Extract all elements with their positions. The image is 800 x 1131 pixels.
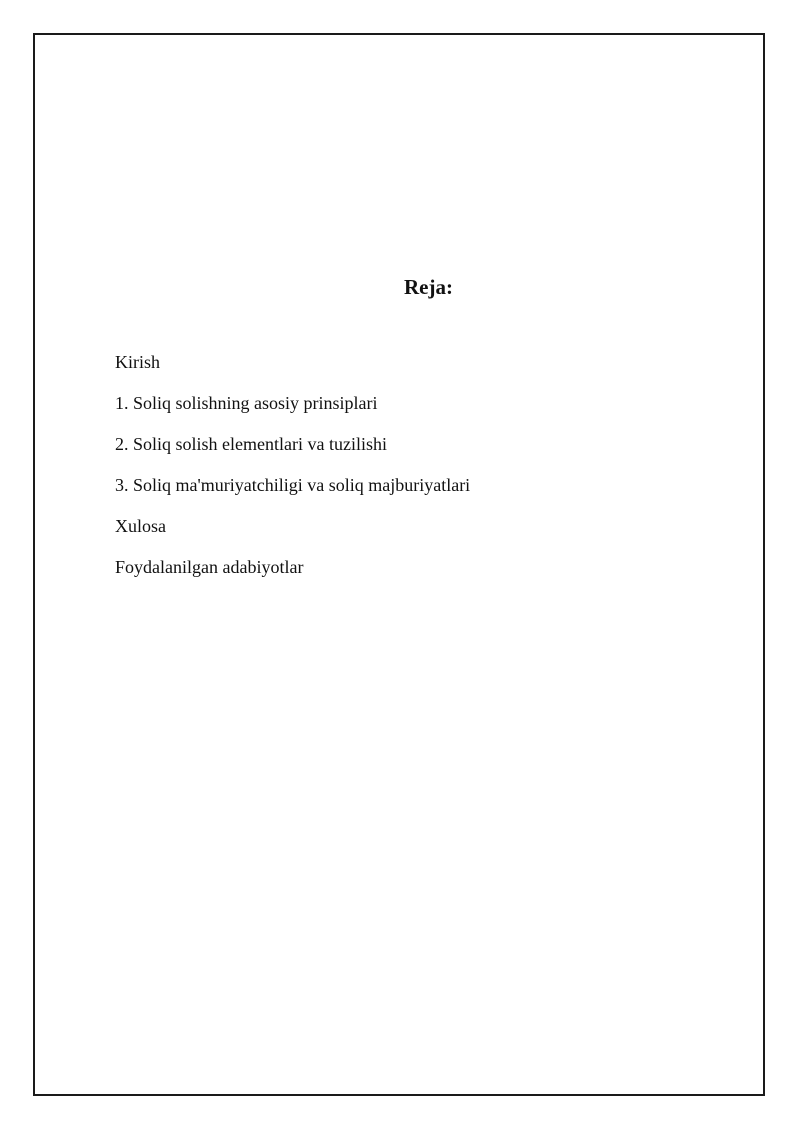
plan-item-introduction: Kirish [115, 352, 160, 372]
plan-item-chapter-2: 2. Soliq solish elementlari va tuzilishi [115, 434, 387, 454]
plan-item-chapter-1: 1. Soliq solishning asosiy prinsiplari [115, 393, 378, 413]
page-title: Reja: [404, 275, 453, 299]
plan-item-chapter-3: 3. Soliq ma'muriyatchiligi va soliq majburiyatlari [115, 475, 471, 495]
plan-item-conclusion: Xulosa [115, 516, 166, 536]
plan-list [115, 350, 470, 596]
plan-item-references: Foydalanilgan adabiyotlar [115, 557, 304, 577]
